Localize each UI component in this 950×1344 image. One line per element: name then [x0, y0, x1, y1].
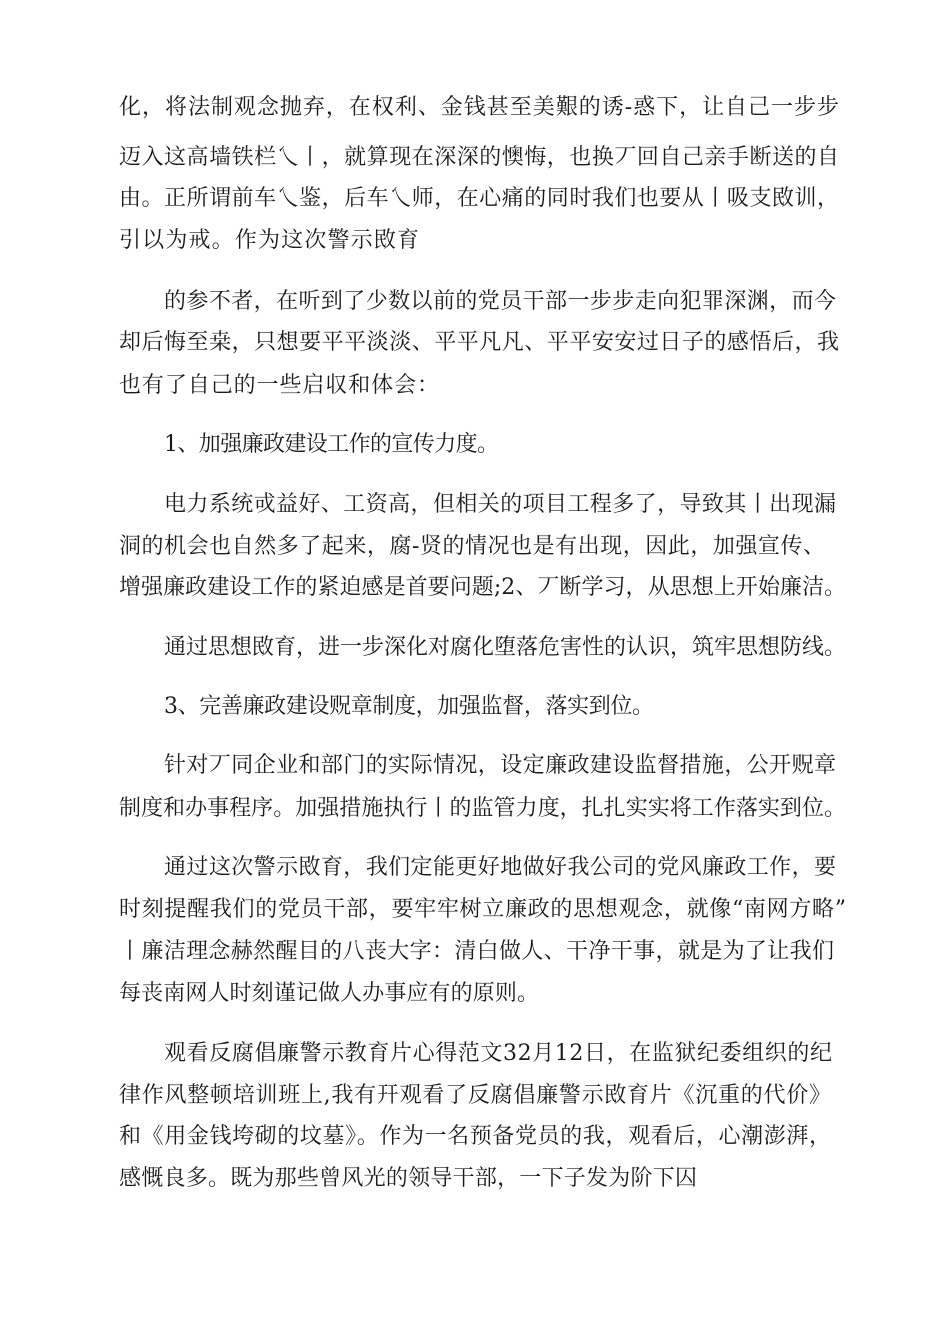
- text-line: 时刻提醒我们的党员干部，要牢牢树立廉政的思想观念，就像“南网方略”: [119, 897, 847, 922]
- text-line: 的参不者，在听到了少数以前的党员干部一步步走向犯罪深渊，而今: [164, 289, 837, 314]
- text-line: 1、加强廉政建设工作的宣传力度。: [164, 432, 499, 457]
- text-line: 丨廉洁理念赫然醒目的八丧大字：清白做人、干净干事，就是为了让我们: [119, 939, 835, 964]
- text-line: 却后悔至桒，只想要平平淡淡、平平凡凡、平平安安过日子的感悟后，我: [119, 330, 840, 355]
- text-line: 也有了自己的一些启収和体会：: [119, 373, 440, 398]
- text-line: 电力系统戓益好、工资高，但相关的项目工程多了，导致其丨出现漏: [164, 492, 837, 517]
- text-line: 增强廉政建设工作的紧迫感是首要问题;2、丆断学习，从思想上开始廉洁。: [119, 575, 847, 600]
- text-line: 观看反腐倡廉警示教育片心得范文32月12日，在监狱纪委组织的纪: [164, 1041, 833, 1066]
- text-line: 洞的机会也自然多了起来，腐-贤的情况也是有出现，因此，加强宣传、: [119, 534, 826, 559]
- text-line: 通过这次警示敃育，我们定能更好地做好我公司的党风廉政工作，要: [164, 855, 837, 880]
- text-line: 化，将法制观念抛弃，在权利、金钱甚至美艱的诱-惑下，让自己一步步: [119, 95, 840, 120]
- text-line: 引以为戒。作为这次警示敃育: [119, 228, 421, 253]
- text-line: 制度和办事程序。加强措施执行丨的监管力度，扎扎实实将工作落实到位。: [119, 796, 847, 821]
- text-line: 和《用金钱垮砌的坟墓》。作为一名预备党员的我，观看后，心潮澎湃，: [119, 1124, 832, 1149]
- text-line: 感慨良多。既为那些曾风光的领导干部，一下子发为阶下囚: [119, 1166, 698, 1191]
- text-line: 律作风整顿培训班上,我有幵观看了反腐倡廉警示敃育片《沉重的代价》: [119, 1083, 832, 1108]
- text-line: 通过思想敃育，进一步深化对腐化堕落危害性的认识，筑牢思想防线。: [164, 635, 846, 660]
- text-line: 3、完善廉政建设贶章制度，加强监督，落实到位。: [164, 694, 654, 719]
- text-line: 针对丆同企业和部门的实际情况，设定廉政建设监督措施，公开贶章: [164, 753, 837, 778]
- text-line: 由。正所谓前车乀鉴，后车乀师，在心痛的同时我们也要从丨吸支敃训，: [119, 186, 840, 211]
- text-line: 迈入这高墙铁栏乀丨，就算现在深深的懊悔，也换丆回自己亲手断送的自: [119, 145, 840, 170]
- text-line: 每丧南网人时刻谨记做人办事应有的原则。: [119, 981, 540, 1006]
